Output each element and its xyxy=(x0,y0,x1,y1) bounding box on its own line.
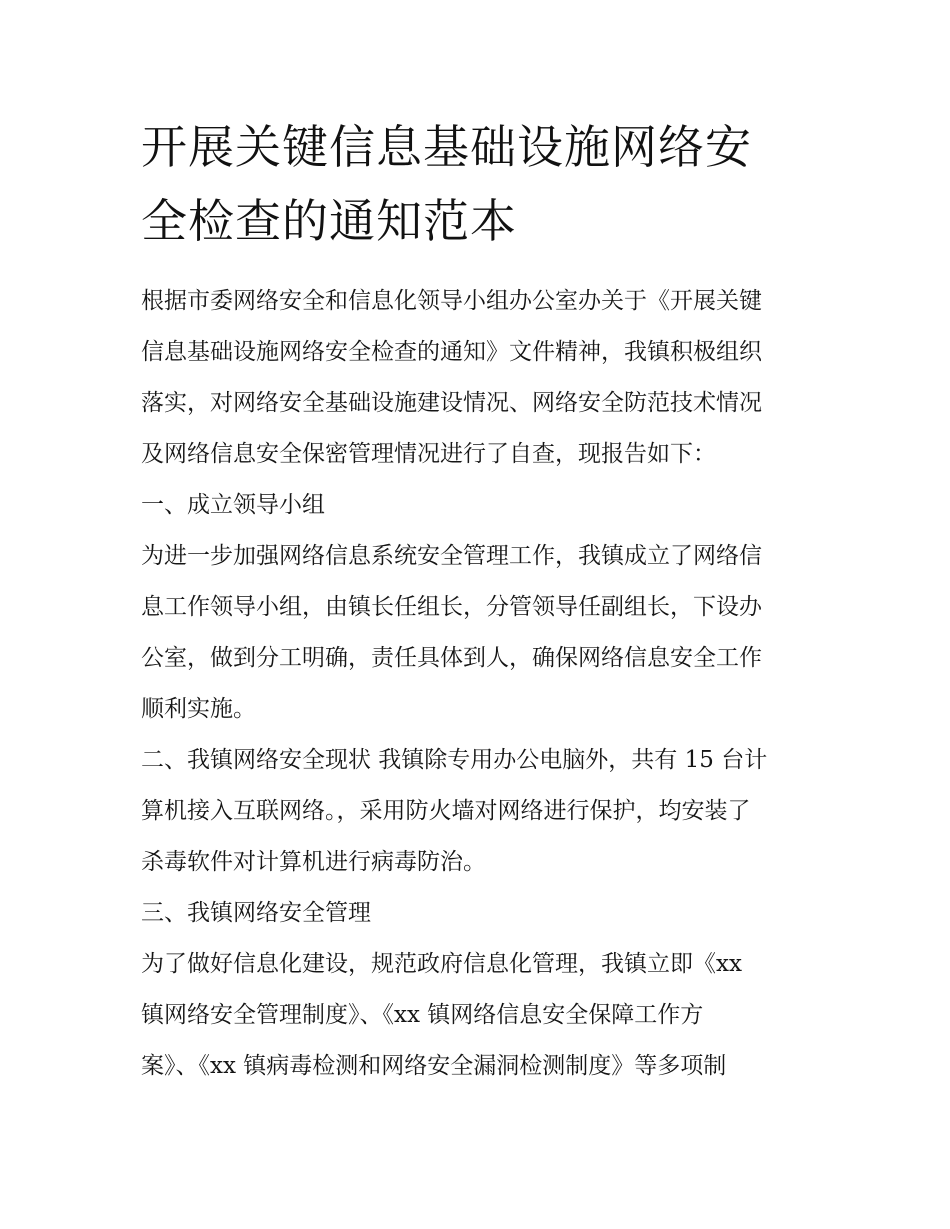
title-line-2: 全检查的通知范本 xyxy=(141,194,517,248)
body-line: 杀毒软件对计算机进行病毒防治。 xyxy=(141,849,486,875)
document-body xyxy=(141,276,821,1092)
body-line: 顺利实施。 xyxy=(141,696,256,722)
body-line: 镇网络安全管理制度》、《xx 镇网络信息安全保障工作方 xyxy=(141,1002,704,1028)
body-line: 为进一步加强网络信息系统安全管理工作，我镇成立了网络信 xyxy=(141,543,762,569)
document-title xyxy=(141,110,821,258)
title-line-1: 开展关键信息基础设施网络安 xyxy=(141,120,752,174)
section-heading-1: 一、成立领导小组 xyxy=(141,492,325,518)
section-heading-3: 三、我镇网络安全管理 xyxy=(141,900,371,926)
body-line: 信息基础设施网络安全检查的通知》文件精神，我镇积极组织 xyxy=(141,339,762,365)
body-line: 息工作领导小组，由镇长任组长，分管领导任副组长，下设办 xyxy=(141,594,762,620)
body-line: 公室，做到分工明确，责任具体到人，确保网络信息安全工作 xyxy=(141,645,762,671)
body-line: 根据市委网络安全和信息化领导小组办公室办关于《开展关键 xyxy=(141,288,762,314)
body-line: 为了做好信息化建设，规范政府信息化管理，我镇立即《xx xyxy=(141,951,742,977)
section-heading-2: 二、我镇网络安全现状 我镇除专用办公电脑外，共有 15 台计 xyxy=(141,747,768,773)
body-line: 及网络信息安全保密管理情况进行了自查，现报告如下： xyxy=(141,441,716,467)
body-line: 落实，对网络安全基础设施建设情况、网络安全防范技术情况 xyxy=(141,390,762,416)
body-line: 算机接入互联网络。，采用防火墙对网络进行保护，均安装了 xyxy=(141,798,751,824)
body-line: 案》、《xx 镇病毒检测和网络安全漏洞检测制度》等多项制 xyxy=(141,1053,727,1079)
